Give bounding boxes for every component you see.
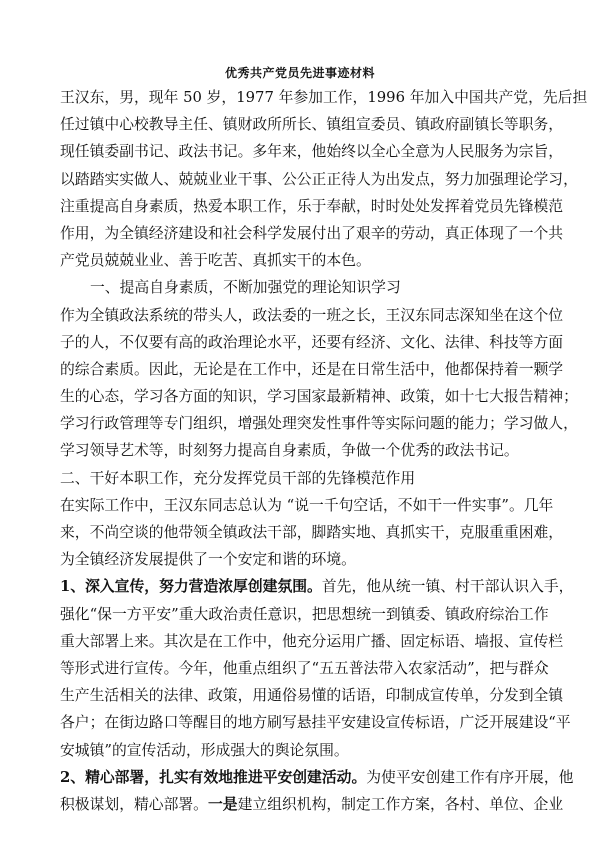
line-text: 生产生活相关的法律、政策，用通俗易懂的话语，印制成宣传单，分发到全镇 [60, 687, 564, 705]
text-line [60, 84, 588, 111]
line-text: 作为全镇政法系统的带头人，政法委的一班之长，王汉东同志深知坐在这个位 [60, 306, 564, 324]
text-line [60, 465, 540, 492]
line-text: 为全镇经济发展提供了一个安定和谐的环境。 [60, 551, 356, 569]
text-line [60, 682, 564, 709]
line-text: 一、提高自身素质，不断加强党的理论知识学习 [90, 279, 401, 297]
line-text: 在实际工作中，王汉东同志总认为 “说一千句空话，不如干一件实事”。几年 [60, 496, 554, 514]
line-text: 子的人，不仅要有高的政治理论水平，还要有经济、文化、法律、科技等方面 [60, 333, 564, 351]
line-text: 安城镇”的宣传活动，形成强大的舆论氛围。 [60, 741, 349, 759]
line-text: 任过镇中心校教导主任、镇财政所所长、镇组宣委员、镇政府副镇长等职务， [60, 116, 564, 134]
text-line [60, 573, 574, 600]
line-text: 二、干好本职工作，充分发挥党员干部的先锋模范作用 [60, 469, 416, 487]
text-line [60, 220, 564, 247]
text-line [60, 601, 549, 628]
line-text: 等形式进行宣传。今年，他重点组织了“五五普法带入农家活动”，把与群众 [60, 659, 549, 677]
line-text: 重大部署上来。其次是在工作中，他充分运用广播、固定标语、墙报、宣传栏 [60, 632, 564, 650]
text-line [60, 383, 578, 410]
line-text: 作用，为全镇经济建设和社会科学发展付出了艰辛的劳动，真正体现了一个共 [60, 224, 564, 242]
text-line [60, 356, 564, 383]
line-text: 首先，他从统一镇、村干部认识入手， [321, 578, 574, 596]
text-line [60, 437, 540, 464]
line-text: 以踏踏实实做人、兢兢业业干事、公公正正待人为出发点，努力加强理论学习， [60, 170, 578, 188]
text-line [60, 193, 564, 220]
text-line [60, 546, 540, 573]
text-line [60, 166, 578, 193]
line-text: 生的心态，学习各方面的知识，学习国家最新精神、政策，如十七大报告精神； [60, 388, 578, 406]
text-line [60, 138, 564, 165]
text-line [60, 410, 578, 437]
line-text: 来，不尚空谈的他带领全镇政法干部，脚踏实地、真抓实干，克服重重困难， [60, 524, 564, 541]
line-text: 积极谋划，精心部署。 [60, 795, 208, 813]
text-line [60, 329, 564, 356]
line-text: 强化“保一方平安”重大政治责任意识，把思想统一到镇委、镇政府综治工作 [60, 605, 549, 623]
text-line [60, 302, 564, 329]
document-title: 优秀共产党员先进事迹材料 [224, 66, 375, 80]
line-text: 王汉东，男，现年 50 岁，1977 年参加工作，1996 年加入中国共产党，先后担 [60, 89, 588, 106]
line-text: 的综合素质。因此，无论是在工作中，还是在日常生活中，他都保持着一颗学 [60, 360, 564, 378]
line-text: 注重提高自身素质，热爱本职工作，乐于奉献，时时处处发挥着党员先锋模范 [60, 197, 564, 215]
text-line [60, 247, 540, 274]
section-lead: 2、精心部署，扎实有效地推进平安创建活动。 [60, 768, 367, 786]
inline-lead: 一是 [207, 795, 238, 813]
text-line [60, 111, 564, 138]
line-text: 学习行政管理等专门组织，增强处理突发性事件等实际问题的能力；学习做人， [60, 415, 578, 433]
line-text: 为使平安创建工作有序开展，他 [366, 768, 574, 786]
text-line [60, 519, 564, 546]
text-line [60, 764, 574, 791]
text-line [60, 737, 540, 764]
line-text: 建立组织机构，制定工作方案，各村、单位、企业 [237, 795, 564, 813]
text-line [60, 791, 564, 818]
text-line [60, 274, 540, 301]
line-text: 现任镇委副书记、政法书记。多年来，他始终以全心全意为人民服务为宗旨， [60, 143, 564, 161]
text-line [60, 655, 549, 682]
text-line [60, 628, 564, 655]
text-line [60, 709, 571, 736]
text-line [60, 492, 554, 519]
line-text: 各户；在街边路口等醒目的地方刷写悬挂平安建设宣传标语，广泛开展建设“平 [60, 714, 571, 732]
line-text: 学习领导艺术等，时刻努力提高自身素质，争做一个优秀的政法书记。 [60, 442, 519, 460]
document-body [60, 84, 588, 818]
section-lead: 1、深入宣传，努力营造浓厚创建氛围。 [60, 578, 322, 596]
line-text: 产党员兢兢业业、善于吃苦、真抓实干的本色。 [60, 252, 371, 270]
